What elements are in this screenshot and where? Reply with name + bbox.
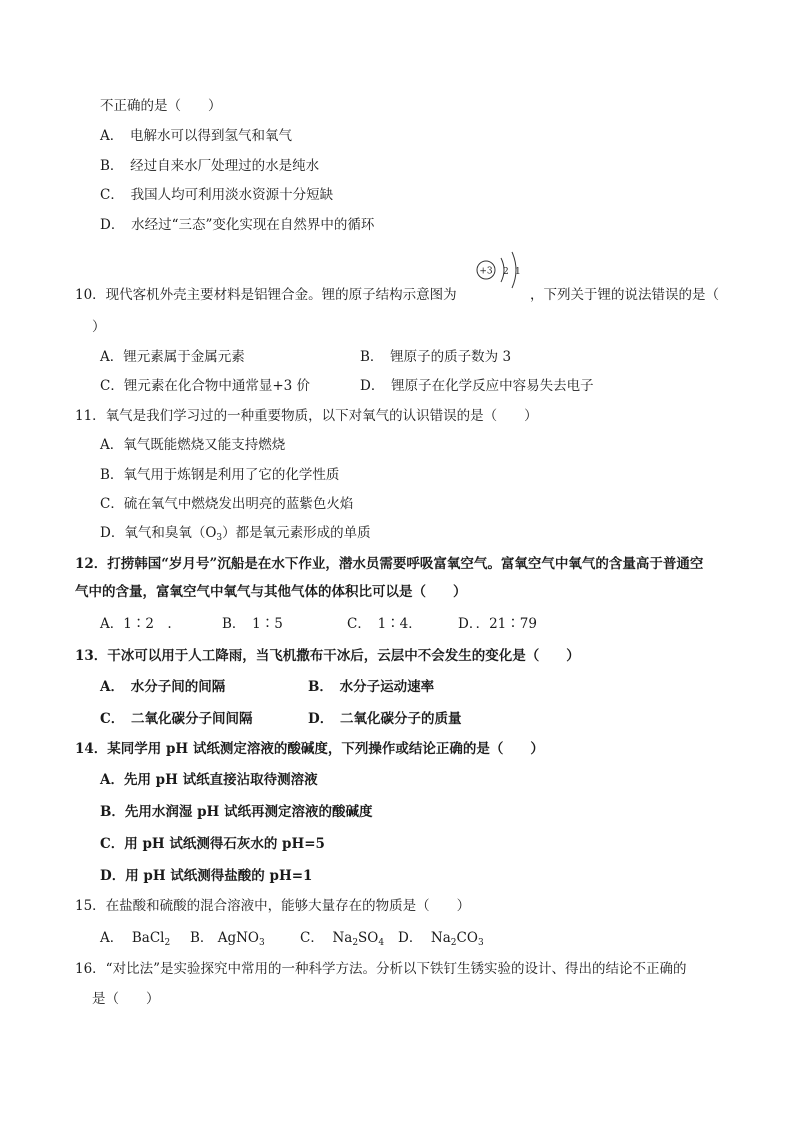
q14-stem: 14．某同学用 pH 试纸测定溶液的酸碱度，下列操作或结论正确的是（ ）	[75, 741, 544, 757]
q9-stem: 不正确的是（ ）	[100, 98, 222, 114]
q15-option-d-subscript-2: 3	[477, 938, 484, 948]
q10-option-c: C．锂元素在化合物中通常显+3 价	[100, 378, 311, 394]
q11-option-c: C．硫在氧气中燃烧发出明亮的蓝紫色火焰	[100, 496, 354, 512]
q12-option-c: C． 1∶4．	[347, 616, 422, 632]
q15-option-b-formula: AgNO	[217, 930, 259, 946]
q10-option-b: B． 锂原子的质子数为 3	[360, 349, 512, 365]
q10-stem-part2: ，下列关于锂的说法错误的是（	[530, 287, 719, 303]
q15-option-b	[190, 929, 265, 947]
q9-option-c: C． 我国人均可利用淡水资源十分短缺	[100, 187, 334, 203]
q16-stem-line1: 16．“对比法”是实验探究中常用的一种科学方法。分析以下铁钉生锈实验的设计、得出的结论不正确的	[75, 961, 687, 977]
q12-option-b: B． 1∶5	[222, 616, 283, 632]
q15-option-c-subscript-2: 4	[378, 938, 385, 948]
q12-stem-line1: 12．打捞韩国“岁月号”沉船是在水下作业，潜水员需要呼吸富氧空气。富氧空气中氧气的含量高于普通空	[75, 556, 704, 572]
q11-option-d-text-2: ）都是氧元素形成的单质	[222, 525, 371, 541]
q14-option-a: A．先用 pH 试纸直接沾取待测溶液	[100, 772, 318, 788]
q11-stem: 11．氧气是我们学习过的一种重要物质，以下对氧气的认识错误的是（ ）	[75, 408, 538, 424]
q15-option-c-formula-2: SO	[358, 930, 379, 946]
q15-option-a	[100, 929, 170, 947]
q16-stem-line2: 是（ ）	[92, 991, 160, 1007]
q12-stem-line2: 气中的含量，富氧空气中氧气与其他气体的体积比可以是（ ）	[75, 584, 467, 600]
q15-option-a-formula: BaCl	[131, 930, 165, 946]
q13-option-b: B． 水分子运动速率	[308, 679, 435, 695]
atom-shell-1-electrons: 2	[503, 267, 509, 277]
q15-option-d-subscript-1: 2	[450, 938, 457, 948]
q15-option-c-formula-1: Na	[332, 930, 353, 946]
q15-option-a-subscript: 2	[164, 938, 171, 948]
q15-option-b-subscript: 3	[259, 938, 265, 948]
q12-option-d: D．．21∶79	[458, 616, 537, 632]
q11-option-d-subscript: 3	[216, 533, 223, 543]
q11-option-b: B．氧气用于炼钢是利用了它的化学性质	[100, 467, 340, 483]
q15-option-c-subscript-1: 2	[352, 938, 359, 948]
atom-nucleus-charge: +3	[479, 266, 493, 277]
q13-stem: 13．干冰可以用于人工降雨，当飞机撒布干冰后，云层中不会发生的变化是（ ）	[75, 648, 580, 664]
q15-option-b-label: B．	[190, 930, 214, 946]
q15-option-d-label: D．	[398, 930, 423, 946]
lithium-atom-diagram	[474, 248, 524, 294]
q10-stem-part3: ）	[92, 319, 106, 335]
q15-option-d-formula-1: Na	[430, 930, 451, 946]
q13-option-d: D． 二氧化碳分子的质量	[308, 711, 462, 727]
q15-option-d	[398, 929, 484, 947]
q11-option-d	[100, 524, 371, 542]
q14-option-b: B．先用水润湿 pH 试纸再测定溶液的酸碱度	[100, 804, 373, 820]
q11-option-a: A．氧气既能燃烧又能支持燃烧	[100, 437, 286, 453]
q15-option-c	[300, 929, 384, 947]
q10-stem-part1: 10．现代客机外壳主要材料是铝锂合金。锂的原子结构示意图为	[75, 287, 457, 303]
atom-shell-2-electrons: 1	[515, 267, 521, 277]
q13-option-c: C． 二氧化碳分子间间隔	[100, 711, 253, 727]
q9-option-a: A． 电解水可以得到氢气和氧气	[100, 128, 292, 144]
q10-option-a: A．锂元素属于金属元素	[100, 349, 245, 365]
q12-option-a: A．1∶2 .	[100, 616, 172, 632]
q10-option-d: D． 锂原子在化学反应中容易失去电子	[360, 378, 594, 394]
q13-option-a: A． 水分子间的间隔	[100, 679, 226, 695]
q15-option-a-label: A．	[100, 930, 124, 946]
q15-option-d-formula-2: CO	[456, 930, 478, 946]
q14-option-d: D．用 pH 试纸测得盐酸的 pH=1	[100, 868, 313, 884]
q9-option-d: D． 水经过“三态”变化实现在自然界中的循环	[100, 217, 375, 233]
q15-option-c-label: C．	[300, 930, 324, 946]
q14-option-c: C．用 pH 试纸测得石灰水的 pH=5	[100, 836, 325, 852]
q9-option-b: B． 经过自来水厂处理过的水是纯水	[100, 158, 320, 174]
q15-stem: 15．在盐酸和硫酸的混合溶液中，能够大量存在的物质是（ ）	[75, 898, 471, 914]
q11-option-d-text-1: D．氧气和臭氧（O	[100, 525, 217, 541]
